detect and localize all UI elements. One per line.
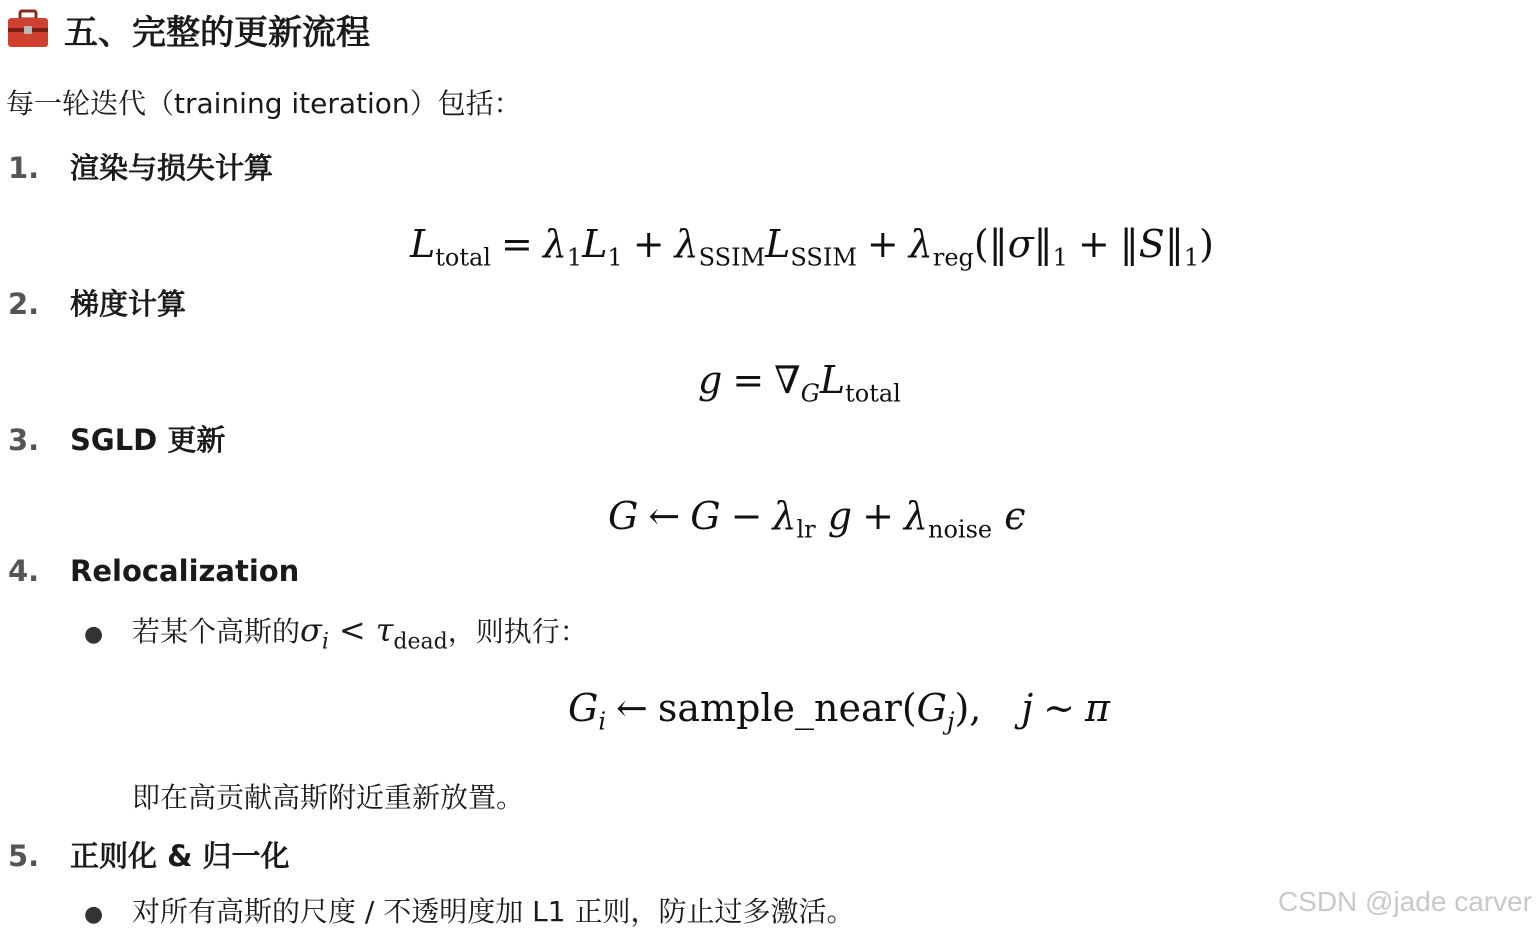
step-number: 3. xyxy=(8,423,40,457)
step-number: 5. xyxy=(8,839,40,873)
relocalization-note: 即在高贡献高斯附近重新放置。 xyxy=(132,781,525,814)
section-heading xyxy=(6,6,370,52)
bullet-prefix: 若某个高斯的 xyxy=(132,615,301,648)
step-title: 渲染与损失计算 xyxy=(70,151,274,185)
watermark: CSDN @jade carver xyxy=(1277,886,1532,917)
relocalization-condition xyxy=(84,610,588,655)
regularization-bullet xyxy=(84,890,854,930)
bullet-dot: ● xyxy=(84,622,104,647)
step-5 xyxy=(8,834,289,875)
step-3 xyxy=(8,418,225,459)
intro-text: 每一轮迭代（training iteration）包括： xyxy=(6,87,522,120)
bullet-text: 对所有高斯的尺度 / 不透明度加 L1 正则，防止过多激活。 xyxy=(132,895,855,928)
step-title: 梯度计算 xyxy=(70,287,187,321)
relocalization-formula: $G_i$ ← $sample\_near(G_j)$, j ∼ π xyxy=(568,686,1110,736)
step-1 xyxy=(8,146,273,187)
loss-formula: $L_{total} = \lambda_1L_1 + \lambda_{SSIM}L_{SSIM}$ + $\lambda_{reg}(‖\sigma‖_1$ + $‖S‖_1$) xyxy=(410,222,1214,272)
step-title: 正则化 & 归一化 xyxy=(70,839,290,873)
step-number: 1. xyxy=(8,151,40,185)
step-2 xyxy=(8,282,186,323)
step-number: 2. xyxy=(8,287,40,321)
step-number: 4. xyxy=(8,554,40,588)
page-title: 五、完整的更新流程 xyxy=(64,12,370,53)
sgld-formula: G ← $G - \lambda_{lr}$ $g + \lambda_{noise}$ ϵ xyxy=(608,494,1026,544)
step-title: SGLD 更新 xyxy=(70,423,226,457)
toolbox-icon xyxy=(6,9,50,49)
gradient-formula: $g = \nabla_GL_{total}$ xyxy=(698,358,901,408)
bullet-suffix: ，则执行： xyxy=(447,615,588,648)
bullet-dot: ● xyxy=(84,902,104,927)
step-title: Relocalization xyxy=(70,554,300,588)
step-4 xyxy=(8,554,299,588)
dead-condition-math: $\sigma_i < \tau_{dead}$ xyxy=(300,611,448,655)
